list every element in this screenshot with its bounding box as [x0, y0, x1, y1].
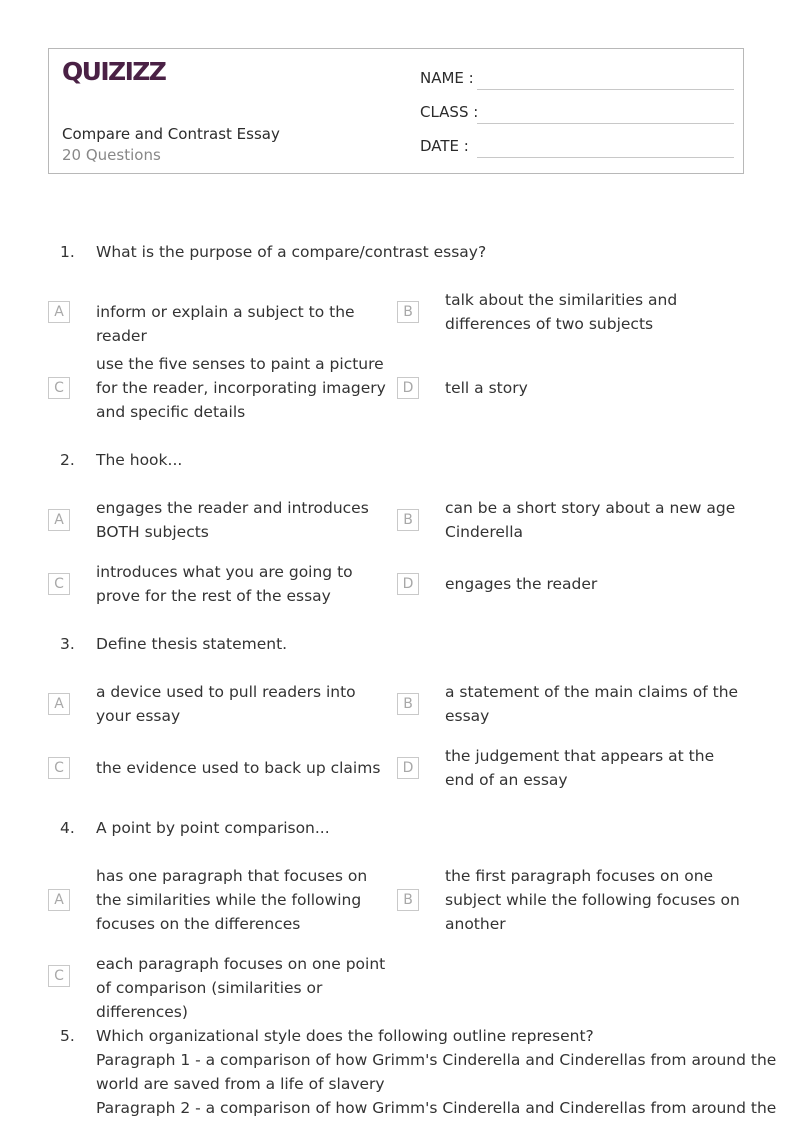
option-text: has one paragraph that focuses on the similarities while the following focuses on the differences [96, 867, 368, 933]
question-line: A point by point comparison... [96, 819, 330, 837]
option-text: tell a story [445, 379, 528, 397]
name-field[interactable] [420, 69, 734, 91]
question-line: The hook... [96, 451, 183, 469]
question-line: What is the purpose of a compare/contrast essay? [96, 243, 487, 261]
option-letter-box: C [48, 965, 70, 987]
option-text: use the five senses to paint a picture for the reader, incorporating imagery and specific details [96, 355, 386, 421]
q1-option-d[interactable] [397, 352, 737, 424]
name-line [477, 89, 734, 90]
q2-option-a[interactable] [48, 496, 388, 544]
name-label: NAME : [420, 69, 474, 87]
question-number: 1. [60, 243, 75, 261]
question-line: Paragraph 2 - a comparison of how Grimm's Cinderella and Cinderellas from around the [96, 1099, 777, 1117]
option-letter-box: D [397, 757, 419, 779]
q4-option-b[interactable] [397, 864, 740, 936]
option-text: the first paragraph focuses on one subject while the following focuses on another [445, 867, 740, 933]
option-letter-box: A [48, 509, 70, 531]
question-text [96, 632, 750, 656]
q2-option-c[interactable] [48, 560, 388, 608]
class-field[interactable] [420, 103, 734, 125]
question-count: 20 Questions [62, 146, 161, 164]
option-text: talk about the similarities and differences of two subjects [445, 291, 678, 333]
date-label: DATE : [420, 137, 469, 155]
option-letter-box: B [397, 889, 419, 911]
option-text: each paragraph focuses on one point of comparison (similarities or differences) [96, 955, 386, 1021]
question-line: world are saved from a life of slavery [96, 1075, 385, 1093]
q2-option-b[interactable] [397, 496, 737, 544]
option-letter-box: B [397, 509, 419, 531]
option-letter-box: A [48, 693, 70, 715]
option-text: a device used to pull readers into your essay [96, 683, 356, 725]
date-line [477, 157, 734, 158]
q4-option-c[interactable] [48, 952, 388, 1021]
date-field[interactable] [420, 137, 734, 159]
option-text: can be a short story about a new age Cinderella [445, 499, 736, 541]
option-text: introduces what you are going to prove for the rest of the essay [96, 563, 353, 605]
class-line [477, 123, 734, 124]
q3-option-b[interactable] [397, 680, 737, 728]
option-text: engages the reader [445, 575, 598, 593]
option-letter-box: D [397, 377, 419, 399]
question-line: Paragraph 1 - a comparison of how Grimm's Cinderella and Cinderellas from around the [96, 1051, 777, 1069]
option-letter-box: A [48, 301, 70, 323]
question-text [96, 448, 750, 472]
question-number: 4. [60, 819, 75, 837]
q3-option-c[interactable] [48, 744, 388, 792]
q1-option-b[interactable] [397, 288, 737, 336]
worksheet-title: Compare and Contrast Essay [62, 125, 280, 143]
option-letter-box: C [48, 377, 70, 399]
quizizz-logo: QUIZIZZ [62, 57, 166, 86]
q4-option-a[interactable] [48, 864, 388, 936]
option-letter-box: D [397, 573, 419, 595]
question-number: 3. [60, 635, 75, 653]
option-text: inform or explain a subject to the reader [96, 303, 355, 345]
q3-option-a[interactable] [48, 680, 388, 728]
option-text: the judgement that appears at the end of an essay [445, 747, 715, 789]
worksheet-header [48, 48, 744, 174]
q1-option-a[interactable] [48, 288, 388, 345]
option-letter-box: A [48, 889, 70, 911]
q3-option-d[interactable] [397, 744, 737, 792]
question-text [96, 816, 750, 840]
option-text: engages the reader and introduces BOTH subjects [96, 499, 369, 541]
question-line: Define thesis statement. [96, 635, 288, 653]
q1-option-c[interactable] [48, 352, 388, 424]
option-letter-box: C [48, 757, 70, 779]
q2-option-d[interactable] [397, 560, 737, 608]
question-line: Which organizational style does the following outline represent? [96, 1027, 594, 1045]
option-text: the evidence used to back up claims [96, 759, 381, 777]
option-letter-box: C [48, 573, 70, 595]
question-number: 5. [60, 1027, 75, 1045]
question-text [96, 240, 750, 264]
question-text [96, 1024, 777, 1120]
option-text: a statement of the main claims of the essay [445, 683, 739, 725]
option-letter-box: B [397, 693, 419, 715]
question-number: 2. [60, 451, 75, 469]
question-5 [60, 1024, 777, 1120]
option-letter-box: B [397, 301, 419, 323]
class-label: CLASS : [420, 103, 479, 121]
